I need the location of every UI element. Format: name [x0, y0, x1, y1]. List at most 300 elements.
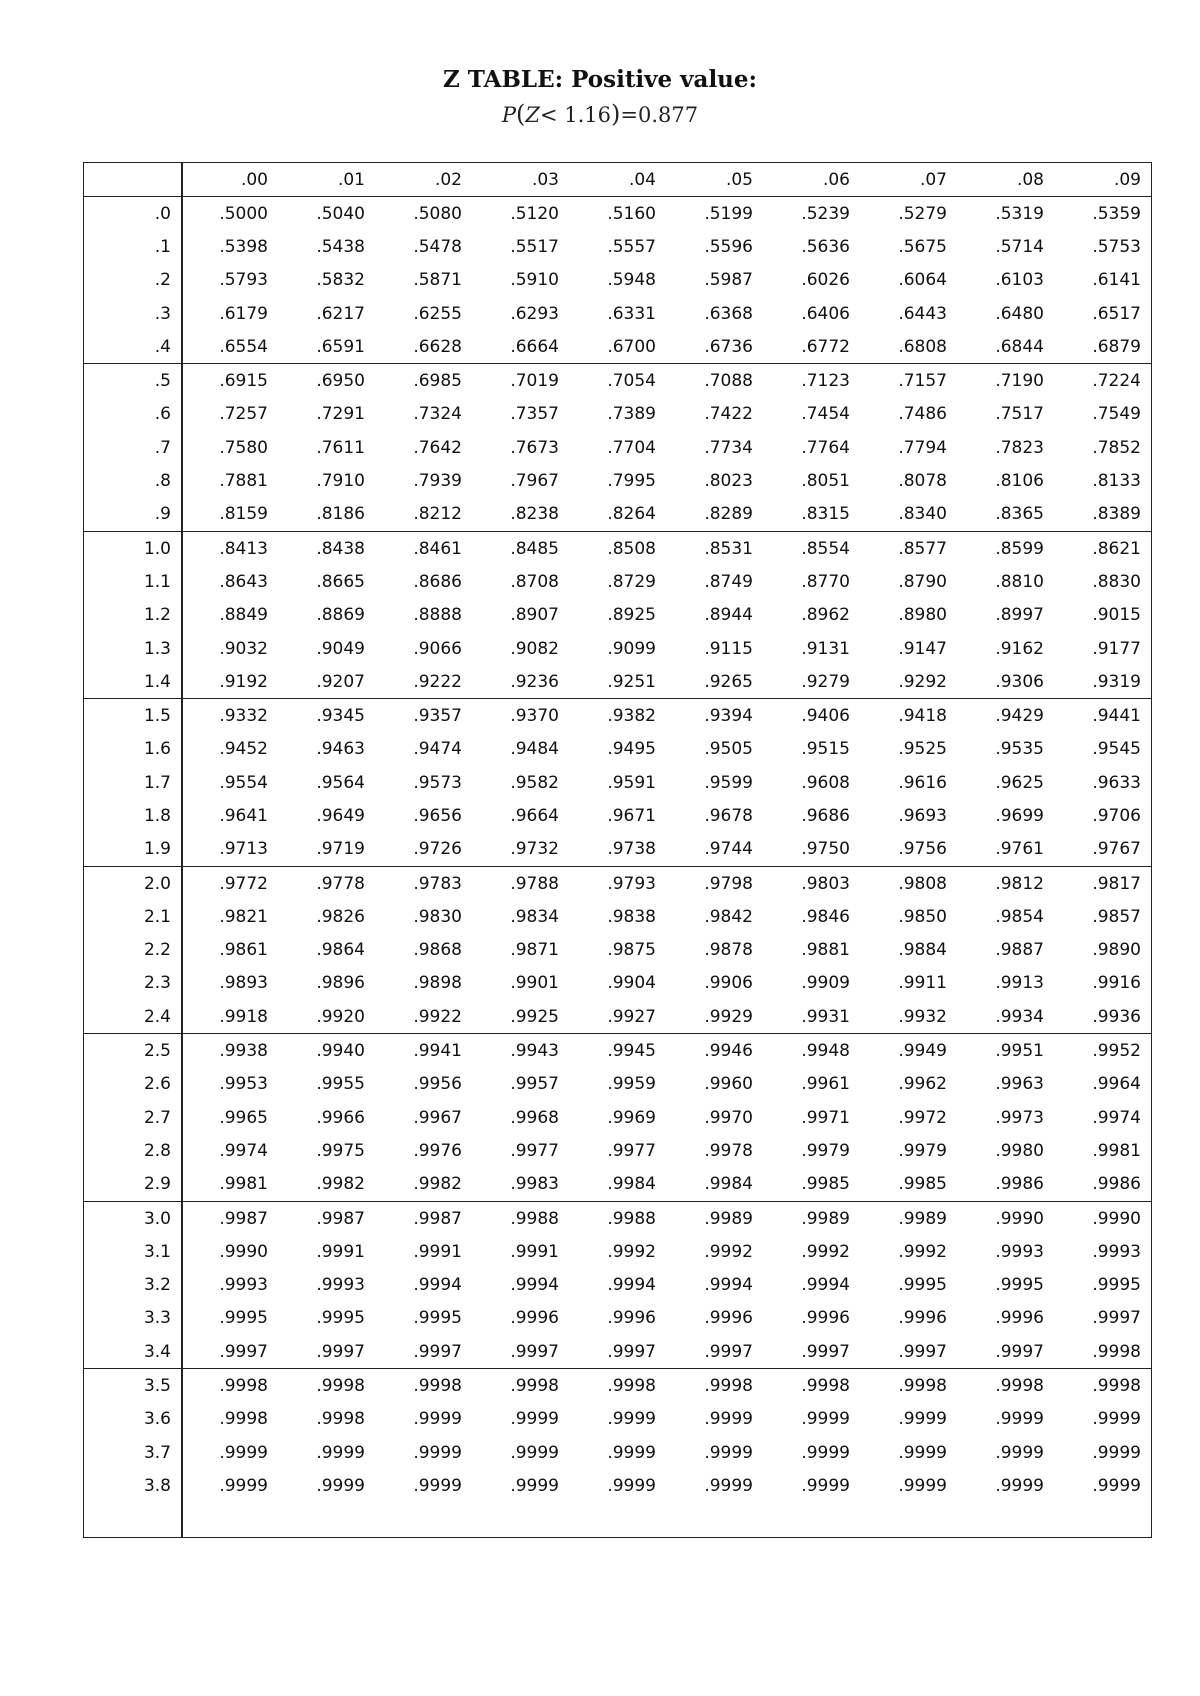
probability-cell: .9946 [704, 1041, 753, 1062]
probability-cell: .7224 [1092, 371, 1141, 392]
probability-cell: .9994 [607, 1275, 656, 1296]
table-row [84, 799, 1151, 832]
probability-cell: .6628 [375, 330, 472, 364]
probability-cell: .6368 [704, 303, 753, 324]
table-row [84, 1369, 1151, 1403]
probability-cell: .9756 [860, 833, 957, 867]
table-row [84, 565, 1151, 598]
probability-cell: .9976 [413, 1140, 462, 1161]
probability-cell: .8729 [607, 571, 656, 592]
probability-cell: .9991 [510, 1241, 559, 1262]
probability-cell: .5398 [219, 236, 268, 257]
table-row [84, 632, 1151, 665]
probability-cell: .9357 [413, 706, 462, 727]
probability-cell: .9999 [995, 1442, 1044, 1463]
probability-cell: .8023 [704, 471, 753, 492]
probability-cell: .5557 [607, 236, 656, 257]
table-row [84, 1235, 1151, 1268]
probability-cell: .9884 [898, 940, 947, 961]
probability-cell: .9904 [607, 973, 656, 994]
probability-cell: .5793 [219, 270, 268, 291]
probability-cell: .9115 [704, 638, 753, 659]
probability-cell: .9998 [219, 1376, 268, 1397]
probability-cell: .9979 [801, 1140, 850, 1161]
probability-cell: .9999 [801, 1475, 850, 1496]
probability-cell: .8365 [957, 498, 1054, 532]
column-header: .06 [763, 163, 860, 197]
probability-cell: .8944 [704, 605, 753, 626]
column-header: .04 [569, 163, 666, 197]
probability-cell: .7324 [413, 404, 462, 425]
probability-cell: .9441 [1092, 706, 1141, 727]
probability-cell: .9998 [413, 1376, 462, 1397]
probability-cell: .8643 [219, 571, 268, 592]
probability-cell: .9649 [316, 805, 365, 826]
probability-cell: .8686 [413, 571, 462, 592]
probability-cell: .9996 [607, 1308, 656, 1329]
probability-cell: .7190 [995, 371, 1044, 392]
probability-cell: .9994 [413, 1275, 462, 1296]
z-row-label: .1 [154, 236, 171, 257]
probability-cell: .9995 [1092, 1275, 1141, 1296]
probability-cell: .6480 [995, 303, 1044, 324]
probability-cell: .9997 [472, 1335, 569, 1369]
probability-cell: .7794 [898, 437, 947, 458]
probability-formula [0, 100, 1200, 128]
probability-cell: .9345 [316, 706, 365, 727]
table-row [84, 498, 1151, 532]
probability-cell: .9474 [413, 739, 462, 760]
probability-cell: .9956 [413, 1074, 462, 1095]
probability-cell: .9998 [898, 1376, 947, 1397]
probability-cell: .9961 [801, 1074, 850, 1095]
probability-cell: .6591 [278, 330, 375, 364]
probability-cell: .9996 [898, 1308, 947, 1329]
probability-cell: .9970 [704, 1107, 753, 1128]
probability-cell: .9992 [704, 1241, 753, 1262]
probability-cell: .9992 [801, 1241, 850, 1262]
probability-cell: .9945 [607, 1041, 656, 1062]
probability-cell: .9951 [995, 1041, 1044, 1062]
z-row-label: 2.4 [84, 1000, 181, 1034]
probability-cell: .7995 [607, 471, 656, 492]
probability-cell: .9099 [607, 638, 656, 659]
probability-cell: .9984 [666, 1168, 763, 1202]
probability-cell: .9990 [1092, 1208, 1141, 1229]
probability-cell: .9966 [316, 1107, 365, 1128]
probability-cell: .8888 [413, 605, 462, 626]
probability-cell: .5714 [995, 236, 1044, 257]
table-row [84, 967, 1151, 1000]
probability-cell: .9999 [1092, 1442, 1141, 1463]
probability-cell: .9997 [181, 1335, 278, 1369]
probability-cell: .9934 [957, 1000, 1054, 1034]
probability-cell: .8133 [1092, 471, 1141, 492]
probability-cell: .9940 [316, 1041, 365, 1062]
probability-cell: .8907 [510, 605, 559, 626]
probability-cell: .9418 [898, 706, 947, 727]
probability-cell: .8830 [1092, 571, 1141, 592]
probability-cell: .6141 [1092, 270, 1141, 291]
probability-cell: .5000 [219, 203, 268, 224]
table-row [84, 1201, 1151, 1235]
probability-cell: .9929 [666, 1000, 763, 1034]
probability-cell: .6179 [219, 303, 268, 324]
probability-cell: .9545 [1092, 739, 1141, 760]
z-row-label: 2.8 [143, 1140, 171, 1161]
probability-cell: .9429 [995, 706, 1044, 727]
z-row-label: .4 [84, 330, 181, 364]
probability-cell: .9995 [413, 1308, 462, 1329]
probability-cell: .9955 [316, 1074, 365, 1095]
probability-cell: .9999 [607, 1475, 656, 1496]
probability-cell: .8413 [219, 538, 268, 559]
probability-cell: .8962 [801, 605, 850, 626]
probability-cell: .9983 [472, 1168, 569, 1202]
probability-cell: .5871 [413, 270, 462, 291]
probability-cell: .9990 [219, 1241, 268, 1262]
probability-cell: .9678 [704, 805, 753, 826]
probability-cell: .9495 [607, 739, 656, 760]
column-header: .05 [666, 163, 763, 197]
probability-cell: .9838 [607, 906, 656, 927]
probability-cell: .9608 [801, 772, 850, 793]
probability-cell: .9370 [510, 706, 559, 727]
table-row [84, 330, 1151, 364]
z-row-label: 1.3 [143, 638, 171, 659]
probability-cell: .9931 [763, 1000, 860, 1034]
probability-cell: .9997 [860, 1335, 957, 1369]
probability-cell: .9999 [607, 1442, 656, 1463]
probability-cell: .9973 [995, 1107, 1044, 1128]
probability-cell: .8869 [316, 605, 365, 626]
probability-cell: .9993 [316, 1275, 365, 1296]
probability-cell: .9999 [607, 1409, 656, 1430]
probability-cell: .7580 [219, 437, 268, 458]
probability-cell: .9901 [510, 973, 559, 994]
probability-cell: .9925 [472, 1000, 569, 1034]
probability-cell: .9963 [995, 1074, 1044, 1095]
table-row [84, 464, 1151, 497]
probability-cell: .8749 [704, 571, 753, 592]
z-row-label: .5 [154, 371, 171, 392]
probability-cell: .9664 [510, 805, 559, 826]
probability-cell: .9941 [413, 1041, 462, 1062]
probability-cell: .9599 [704, 772, 753, 793]
probability-cell: .8810 [995, 571, 1044, 592]
z-row-label: 2.2 [143, 940, 171, 961]
probability-cell: .9998 [316, 1376, 365, 1397]
table-row [84, 1168, 1151, 1202]
probability-cell: .9616 [898, 772, 947, 793]
probability-cell: .9999 [898, 1442, 947, 1463]
z-row-label: 3.3 [143, 1308, 171, 1329]
probability-cell: .9994 [801, 1275, 850, 1296]
probability-cell: .8925 [607, 605, 656, 626]
probability-cell: .8485 [510, 538, 559, 559]
probability-cell: .7549 [1092, 404, 1141, 425]
probability-cell: .9131 [801, 638, 850, 659]
probability-cell: .9948 [801, 1041, 850, 1062]
probability-cell: .9994 [510, 1275, 559, 1296]
probability-cell: .7764 [801, 437, 850, 458]
z-row-label: 3.1 [143, 1241, 171, 1262]
probability-cell: .9394 [704, 706, 753, 727]
probability-cell: .8665 [316, 571, 365, 592]
probability-cell: .9967 [413, 1107, 462, 1128]
probability-cell: .9719 [278, 833, 375, 867]
probability-cell: .9998 [1092, 1376, 1141, 1397]
probability-cell: .9573 [413, 772, 462, 793]
probability-cell: .9875 [607, 940, 656, 961]
probability-cell: .5753 [1092, 236, 1141, 257]
probability-cell: .9750 [763, 833, 860, 867]
probability-cell: .9793 [607, 873, 656, 894]
probability-cell: .9878 [704, 940, 753, 961]
probability-cell: .6293 [510, 303, 559, 324]
probability-cell: .7517 [995, 404, 1044, 425]
probability-cell: .9965 [219, 1107, 268, 1128]
probability-cell: .9505 [704, 739, 753, 760]
probability-cell: .9834 [510, 906, 559, 927]
probability-cell: .9881 [801, 940, 850, 961]
probability-cell: .9812 [995, 873, 1044, 894]
probability-cell: .9920 [278, 1000, 375, 1034]
table-row [84, 1034, 1151, 1068]
z-row-label: 1.6 [143, 739, 171, 760]
table-row [84, 1436, 1151, 1469]
formula-lparen: ( [516, 100, 526, 128]
probability-cell: .9999 [316, 1475, 365, 1496]
probability-cell: .9992 [898, 1241, 947, 1262]
z-row-label: 1.5 [143, 706, 171, 727]
probability-cell: .5319 [995, 203, 1044, 224]
probability-cell: .9699 [995, 805, 1044, 826]
z-row-label: 1.0 [143, 538, 171, 559]
probability-cell: .8212 [375, 498, 472, 532]
probability-cell: .9842 [704, 906, 753, 927]
probability-cell: .9162 [995, 638, 1044, 659]
probability-cell: .9977 [607, 1140, 656, 1161]
probability-cell: .9192 [181, 665, 278, 699]
probability-cell: .9693 [898, 805, 947, 826]
probability-cell: .8531 [704, 538, 753, 559]
z-row-label: 1.9 [84, 833, 181, 867]
probability-cell: .9279 [763, 665, 860, 699]
table-header-row [84, 163, 1151, 197]
probability-cell: .9989 [704, 1208, 753, 1229]
table-row [84, 264, 1151, 297]
probability-cell: .9713 [181, 833, 278, 867]
probability-cell: .9999 [704, 1409, 753, 1430]
z-row-label: .7 [154, 437, 171, 458]
probability-cell: .8770 [801, 571, 850, 592]
probability-cell: .8186 [278, 498, 375, 532]
probability-cell: .5948 [607, 270, 656, 291]
probability-cell: .8389 [1054, 498, 1151, 532]
probability-cell: .6985 [413, 371, 462, 392]
probability-cell: .9975 [316, 1140, 365, 1161]
probability-cell: .5120 [510, 203, 559, 224]
probability-cell: .9998 [510, 1376, 559, 1397]
probability-cell: .9997 [763, 1335, 860, 1369]
probability-cell: .9997 [1092, 1308, 1141, 1329]
probability-cell: .9999 [801, 1442, 850, 1463]
table-row [84, 1269, 1151, 1302]
z-row-label: 2.6 [143, 1074, 171, 1095]
z-row-label: 3.4 [84, 1335, 181, 1369]
probability-cell: .5987 [704, 270, 753, 291]
probability-cell: .8599 [995, 538, 1044, 559]
probability-cell: .9997 [569, 1335, 666, 1369]
header-corner [84, 163, 181, 197]
table-row [84, 364, 1151, 398]
probability-cell: .9962 [898, 1074, 947, 1095]
probability-cell: .8708 [510, 571, 559, 592]
probability-cell: .9515 [801, 739, 850, 760]
z-row-label: 3.5 [143, 1376, 171, 1397]
probability-cell: .8340 [860, 498, 957, 532]
z-row-label: 3.6 [143, 1409, 171, 1430]
probability-cell: .9861 [219, 940, 268, 961]
probability-cell: .9999 [898, 1409, 947, 1430]
probability-cell: .9988 [607, 1208, 656, 1229]
probability-cell: .6517 [1092, 303, 1141, 324]
probability-cell: .9996 [995, 1308, 1044, 1329]
probability-cell: .9988 [510, 1208, 559, 1229]
probability-cell: .8438 [316, 538, 365, 559]
probability-cell: .9999 [704, 1475, 753, 1496]
probability-cell: .9977 [510, 1140, 559, 1161]
probability-cell: .9997 [278, 1335, 375, 1369]
probability-cell: .6331 [607, 303, 656, 324]
table-row [84, 665, 1151, 699]
probability-cell: .7389 [607, 404, 656, 425]
probability-cell: .9998 [607, 1376, 656, 1397]
probability-cell: .9960 [704, 1074, 753, 1095]
probability-cell: .9992 [607, 1241, 656, 1262]
probability-cell: .5239 [801, 203, 850, 224]
probability-cell: .9868 [413, 940, 462, 961]
z-row-label: .3 [154, 303, 171, 324]
probability-cell: .9987 [219, 1208, 268, 1229]
table-row [84, 733, 1151, 766]
z-row-label: 2.7 [143, 1107, 171, 1128]
probability-cell: .9993 [219, 1275, 268, 1296]
probability-cell: .9998 [801, 1376, 850, 1397]
probability-cell: .8997 [995, 605, 1044, 626]
probability-cell: .9998 [1054, 1335, 1151, 1369]
probability-cell: .9996 [704, 1308, 753, 1329]
table-row [84, 934, 1151, 967]
probability-cell: .7967 [510, 471, 559, 492]
probability-cell: .9998 [704, 1376, 753, 1397]
formula-p: P [501, 103, 517, 127]
probability-cell: .9890 [1092, 940, 1141, 961]
probability-cell: .9989 [898, 1208, 947, 1229]
probability-cell: .9554 [219, 772, 268, 793]
probability-cell: .6736 [666, 330, 763, 364]
probability-cell: .8238 [472, 498, 569, 532]
table-row [84, 900, 1151, 933]
z-row-label: 1.4 [84, 665, 181, 699]
probability-cell: .9871 [510, 940, 559, 961]
probability-cell: .5359 [1092, 203, 1141, 224]
probability-cell: .7486 [898, 404, 947, 425]
probability-cell: .9999 [995, 1475, 1044, 1496]
probability-cell: .9974 [219, 1140, 268, 1161]
table-row [84, 531, 1151, 565]
probability-cell: .9382 [607, 706, 656, 727]
probability-cell: .9916 [1092, 973, 1141, 994]
probability-cell: .9525 [898, 739, 947, 760]
probability-cell: .9971 [801, 1107, 850, 1128]
table-row [84, 766, 1151, 799]
table-row [84, 699, 1151, 733]
probability-cell: .9985 [763, 1168, 860, 1202]
probability-cell: .9857 [1092, 906, 1141, 927]
probability-cell: .9625 [995, 772, 1044, 793]
probability-cell: .9999 [219, 1475, 268, 1496]
probability-cell: .9999 [413, 1475, 462, 1496]
probability-cell: .8078 [898, 471, 947, 492]
probability-cell: .6950 [316, 371, 365, 392]
probability-cell: .9964 [1092, 1074, 1141, 1095]
probability-cell: .9898 [413, 973, 462, 994]
table-row [84, 599, 1151, 632]
probability-cell: .7704 [607, 437, 656, 458]
formula-result: =0.877 [620, 103, 699, 127]
formula-rparen: ) [611, 100, 621, 128]
column-header: .02 [375, 163, 472, 197]
z-row-label: .0 [154, 203, 171, 224]
probability-cell: .9959 [607, 1074, 656, 1095]
probability-cell: .9996 [801, 1308, 850, 1329]
probability-cell: .9265 [666, 665, 763, 699]
z-row-label: 1.8 [143, 805, 171, 826]
table-row [84, 866, 1151, 900]
probability-cell: .9319 [1054, 665, 1151, 699]
probability-cell: .7673 [510, 437, 559, 458]
probability-cell: .6915 [219, 371, 268, 392]
z-row-label: .2 [154, 270, 171, 291]
probability-cell: .9997 [957, 1335, 1054, 1369]
probability-cell: .9306 [957, 665, 1054, 699]
probability-cell: .9981 [1092, 1140, 1141, 1161]
probability-cell: .9989 [801, 1208, 850, 1229]
table-row [84, 1302, 1151, 1335]
probability-cell: .9972 [898, 1107, 947, 1128]
probability-cell: .9015 [1092, 605, 1141, 626]
probability-cell: .5080 [413, 203, 462, 224]
probability-cell: .5438 [316, 236, 365, 257]
probability-cell: .9974 [1092, 1107, 1141, 1128]
probability-cell: .9463 [316, 739, 365, 760]
probability-cell: .7823 [995, 437, 1044, 458]
column-header: .00 [181, 163, 278, 197]
probability-cell: .9979 [898, 1140, 947, 1161]
probability-cell: .9767 [1054, 833, 1151, 867]
probability-cell: .9987 [316, 1208, 365, 1229]
probability-cell: .9953 [219, 1074, 268, 1095]
probability-cell: .9999 [704, 1442, 753, 1463]
probability-cell: .6554 [181, 330, 278, 364]
z-row-label: 3.7 [143, 1442, 171, 1463]
probability-cell: .8315 [763, 498, 860, 532]
probability-cell: .9999 [510, 1409, 559, 1430]
probability-cell: .9251 [569, 665, 666, 699]
z-row-label: 2.5 [143, 1041, 171, 1062]
